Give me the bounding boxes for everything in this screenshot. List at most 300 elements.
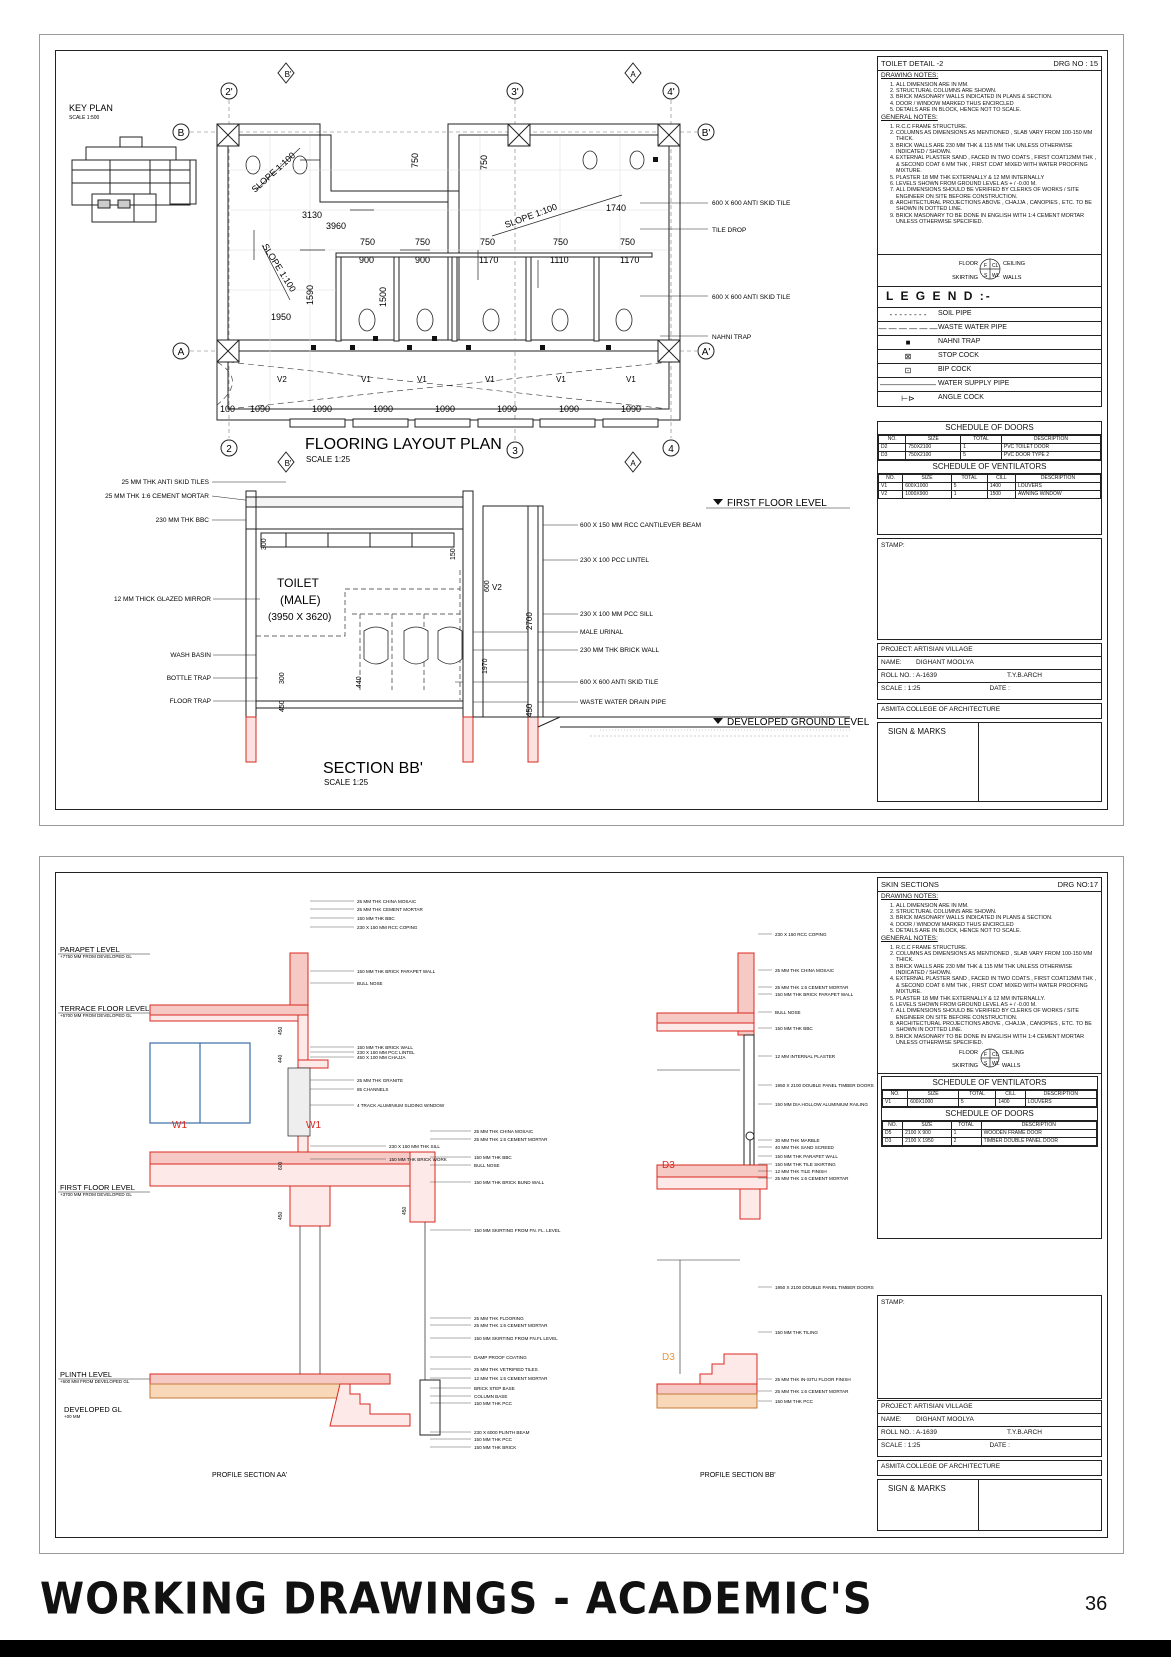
callout-label: 150 MM THK BBC <box>474 1155 512 1160</box>
svg-text:A: A <box>630 70 636 79</box>
callout-label: BULL NOSE <box>357 981 383 986</box>
callout-label: 230 X 150 RCC COPING <box>775 932 827 937</box>
callout-label: 150 MM SKIRTING FROM FN.FL LEVEL <box>474 1336 558 1341</box>
svg-text:B': B' <box>284 70 292 79</box>
dim-text: 3130 <box>302 210 323 220</box>
svg-text:SKIRTING: SKIRTING <box>952 275 978 281</box>
legend-box <box>877 286 1102 407</box>
notes-box <box>877 877 1102 1074</box>
dim-text: 750 <box>553 237 569 247</box>
section-text <box>261 538 534 717</box>
project-info-box <box>877 643 1102 700</box>
svg-text:CL: CL <box>992 263 999 269</box>
legend-row: — — — — — — WASTE WATER PIPE <box>878 322 1101 336</box>
class-label: T.Y.B.ARCH <box>1007 672 1042 680</box>
college-box <box>877 703 1102 719</box>
dim-text: 750 <box>360 237 376 247</box>
callout-label: 25 MM THK CHINA MOSAIC <box>474 1129 534 1134</box>
legend-row: ■ NAHNI TRAP <box>878 336 1101 350</box>
level-labels <box>60 945 149 1419</box>
svg-text:600: 600 <box>278 1161 284 1170</box>
drawing-notes-title: DRAWING NOTES: <box>881 72 939 80</box>
nahni-trap-icon: ■ <box>905 337 911 347</box>
roll-label: ROLL NO. : <box>881 1429 915 1437</box>
note: 5. PLASTER 18 MM THK EXTERNALLY & 12 MM INTERNALLY <box>896 175 1098 181</box>
finish-key-icon <box>878 1043 1101 1073</box>
callout-label: 150 MM THK TILE SKIRTING <box>775 1162 836 1167</box>
name-label: NAME: <box>881 659 902 667</box>
svg-text:A': A' <box>701 347 711 358</box>
note: 1. ALL DIMENSION ARE IN MM. <box>896 903 1098 909</box>
callout-label: 85 CHANNELS <box>357 1087 389 1092</box>
notes-box <box>877 56 1102 255</box>
svg-text:450: 450 <box>279 700 286 712</box>
slope-label: SLOPE 1:100 <box>260 241 298 294</box>
plan-callout: TILE DROP <box>712 227 747 234</box>
svg-text:300: 300 <box>279 672 286 684</box>
drawing-notes-title: DRAWING NOTES: <box>881 893 939 901</box>
svg-text:+3700 MM FROM DEVELOPED GL: +3700 MM FROM DEVELOPED GL <box>60 1192 132 1197</box>
svg-text:2: 2 <box>226 444 232 455</box>
svg-text:PARAPET LEVEL: PARAPET LEVEL <box>60 945 120 954</box>
scale-label: SCALE : 1:25 <box>881 685 921 693</box>
doors-schedule-title: SCHEDULE OF DOORS <box>878 422 1101 435</box>
callout-label: 40 MM THK SAND SCREED <box>775 1145 834 1150</box>
slope-label: SLOPE 1:100 <box>249 150 298 195</box>
svg-text:WALLS: WALLS <box>1002 1063 1021 1069</box>
note: 2. COLUMNS AS DIMENSIONS AS MENTIONED , SLAB VARY FROM 100-150 MM THICK. <box>896 130 1098 143</box>
drawing-title: TOILET DETAIL -2 <box>881 59 944 68</box>
note: 5. PLASTER 18 MM THK EXTERNALLY & 12 MM INTERNALLY. <box>896 996 1098 1002</box>
svg-text:MALE URINAL: MALE URINAL <box>580 629 624 636</box>
svg-text:F: F <box>984 263 988 269</box>
profile-bb-title: PROFILE SECTION BB' <box>700 1472 776 1479</box>
dim-text: 1090 <box>373 404 394 414</box>
dim-text: 900 <box>359 255 375 265</box>
title-block-sheet2 <box>877 877 1102 1533</box>
dim-text: 1170 <box>620 255 640 265</box>
callout-label: 25 MM THK 1:6 CEMENT MORTAR <box>474 1323 548 1328</box>
callout-label: 150 MM THK PCC <box>474 1401 512 1406</box>
vents-schedule-table: NO. SIZE TOTAL CILL DESCRIPTION V1 600X1000 5 1400 LOUVERS <box>882 1090 1097 1107</box>
svg-text:230 X 100 PCC LINTEL: 230 X 100 PCC LINTEL <box>580 557 650 564</box>
soil-pipe-symbol: - - - - - - - - <box>889 309 927 319</box>
svg-text:V1: V1 <box>556 375 566 384</box>
profile-bb-structure <box>657 953 767 1408</box>
svg-text:B': B' <box>701 128 711 139</box>
note: 1. ALL DIMENSION ARE IN MM. <box>896 82 1098 88</box>
project-info-box <box>877 1400 1102 1457</box>
callout-label: 150 MM THK PCC <box>474 1437 512 1442</box>
svg-text:S: S <box>984 1061 988 1067</box>
roll-number: A-1639 <box>916 1429 937 1437</box>
stamp-label: STAMP: <box>881 1299 905 1306</box>
svg-text:+00 MM: +00 MM <box>64 1414 81 1419</box>
schedules-box <box>877 1072 1102 1239</box>
legend-row: ⊠ STOP COCK <box>878 350 1101 364</box>
slope-arrows <box>254 148 622 300</box>
room-size: (3950 X 3620) <box>268 612 332 623</box>
note: 3. BRICK WALLS ARE 230 MM THK & 115 MM THK UNLESS OTHERWISE INDICATED / SHOWN. <box>896 964 1098 977</box>
dim-text: 1950 <box>271 312 292 322</box>
callout-label: 150 MM THK BRICK WALL <box>357 1045 413 1050</box>
svg-text:FLOOR: FLOOR <box>959 261 978 267</box>
callout-label: 150 MM THK BBC <box>775 1026 813 1031</box>
table-row: V1 600X1000 5 1400 LOUVERS <box>883 1099 1097 1107</box>
svg-text:W1: W1 <box>172 1120 187 1131</box>
svg-text:450: 450 <box>525 703 534 717</box>
callout-label: 25 MM THK VETRIFIED TILES <box>474 1367 538 1372</box>
drawing-number: DRG NO:17 <box>1057 880 1098 889</box>
plan-callout: 600 X 600 ANTI SKID TILE <box>712 294 791 301</box>
callout-label: 150 MM THK BRICK WORK <box>389 1157 447 1162</box>
callout-label: 25 MM THK FLOORING <box>474 1316 524 1321</box>
svg-text:1970: 1970 <box>482 658 489 674</box>
svg-text:D3: D3 <box>662 1160 675 1171</box>
callout-label: 150 MM THK BRICK <box>474 1445 517 1450</box>
callout-label: 12 MM THK 1:6 CEMENT MORTAR <box>474 1376 548 1381</box>
svg-text:B': B' <box>284 459 292 468</box>
doors-schedule-title: SCHEDULE OF DOORS <box>882 1107 1097 1121</box>
college-name: ASMITA COLLEGE OF ARCHITECTURE <box>881 706 1001 713</box>
callout-label: 1950 X 2100 DOUBLE PANEL TIMBER DOORS <box>775 1083 874 1088</box>
svg-text:+7750 MM FROM DEVELOPED GL: +7750 MM FROM DEVELOPED GL <box>60 954 132 959</box>
vents-schedule-title: SCHEDULE OF VENTILATORS <box>878 460 1101 474</box>
bib-cock-icon: ⊡ <box>904 365 912 375</box>
schedules-box <box>877 421 1102 535</box>
date-label: DATE : <box>989 1442 1010 1450</box>
title-block-sheet1 <box>877 56 1102 804</box>
stop-cock-icon: ⊠ <box>904 351 912 361</box>
note: 2. STRUCTURAL COLUMNS ARE SHOWN. <box>896 909 1098 915</box>
dim-text: 1500 <box>378 286 388 307</box>
callout-label: 25 MM THK CHINA MOSAIC <box>357 899 417 904</box>
plan-callout: 600 X 600 ANTI SKID TILE <box>712 200 791 207</box>
dim-text: 1090 <box>621 404 642 414</box>
dim-text: 100 <box>220 404 236 414</box>
level-markers <box>706 498 870 728</box>
note: 4. EXTERNAL PLASTER SAND , FACED IN TWO COATS , FIRST COAT12MM THK , & SECOND COAT 6 MM THK , FIRST COAT MIXED WITH WATER PROOFING MIXTURE. <box>896 976 1098 995</box>
note: 9. BRICK MASONARY TO BE DONE IN ENGLISH WITH 1:4 CEMENT MORTAR UNLESS OTHERWISE SPECIFIED. <box>896 213 1098 226</box>
callout-label: 230 X 150 MM THK SILL <box>389 1144 440 1149</box>
table-row: D5 2100 X 900 1 WOODEN FRAME DOOR <box>883 1130 1097 1138</box>
urinals <box>364 627 462 664</box>
table-row: D3 2100 X 1950 2 TIMBER DOUBLE PANEL DOOR <box>883 1138 1097 1146</box>
project-name: PROJECT: ARTISIAN VILLAGE <box>881 1403 973 1410</box>
callout-label: 230 X 150 MM PCC LINTEL <box>357 1050 415 1055</box>
note: 4. EXTERNAL PLASTER SAND , FACED IN TWO COATS , FIRST COAT12MM THK , & SECOND COAT 6 MM THK , FIRST COAT MIXED WITH WATER PROOFING MIXTURE. <box>896 155 1098 174</box>
note: 5. DETAILS ARE IN BLOCK, HENCE NOT TO SCALE. <box>896 107 1098 113</box>
svg-text:300: 300 <box>261 538 268 550</box>
dim-text: 1090 <box>250 404 271 414</box>
svg-text:CEILING: CEILING <box>1002 1050 1025 1056</box>
plan-callout: NAHNI TRAP <box>712 334 752 341</box>
section-scale: SCALE 1:25 <box>324 778 369 787</box>
note: 6. LEVELS SHOWN FROM GROUND LEVEL AS + / -0.00 M. <box>896 181 1098 187</box>
dim-text: 750 <box>620 237 636 247</box>
callout-label: 25 MM THK CEMENT MORTAR <box>357 907 423 912</box>
note: 2. COLUMNS AS DIMENSIONS AS MENTIONED , SLAB VARY FROM 100-150 MM THICK. <box>896 951 1098 964</box>
svg-text:V1: V1 <box>485 375 495 384</box>
dim-text: 1740 <box>606 203 627 213</box>
svg-text:BOTTLE TRAP: BOTTLE TRAP <box>166 675 211 682</box>
svg-text:600 X 600 ANTI SKID TILE: 600 X 600 ANTI SKID TILE <box>580 679 659 686</box>
svg-text:V2: V2 <box>277 375 287 384</box>
dim-text: 1090 <box>435 404 456 414</box>
note: 8. ARCHITECTURAL PROJECTIONS ABOVE , CHAJJA , CANOPIES , ETC. TO BE SHOWN IN DOTTED LINE. <box>896 200 1098 213</box>
note: 5. DETAILS ARE IN BLOCK, HENCE NOT TO SCALE. <box>896 928 1098 934</box>
plan-text <box>220 150 791 414</box>
key-plan-title: KEY PLAN <box>69 103 113 113</box>
legend-row: ⊡ BIP COCK <box>878 364 1101 378</box>
finish-key-box <box>877 253 1102 287</box>
note: 1. R.C.C FRAME STRUCTURE. <box>896 124 1098 130</box>
dim-text: 1110 <box>550 255 569 265</box>
callout-label: 230 X 150 MM RCC COPING <box>357 925 418 930</box>
callout-label: COLUMN BASE <box>474 1394 508 1399</box>
callout-label: 150 MM DIA HOLLOW ALUMINIUM RAILING <box>775 1102 868 1107</box>
callout-label: 25 MM THK 1:6 CEMENT MORTAR <box>474 1137 548 1142</box>
svg-text:450: 450 <box>278 1211 284 1220</box>
note: 9. BRICK MASONARY TO BE DONE IN ENGLISH WITH 1:4 CEMENT MORTAR UNLESS OTHERWISE SPECIFIED. <box>896 1034 1098 1047</box>
plan-title: FLOORING LAYOUT PLAN <box>305 436 502 453</box>
svg-text:D3: D3 <box>662 1352 675 1363</box>
svg-text:V1: V1 <box>626 375 636 384</box>
sign-box <box>877 722 1102 802</box>
class-label: T.Y.B.ARCH <box>1007 1429 1042 1437</box>
svg-text:WL: WL <box>992 1061 1000 1067</box>
callout-label: BULL NOSE <box>775 1010 801 1015</box>
note: 4. DOOR / WINDOW MARKED THUS ENCIRCLED <box>896 101 1098 107</box>
first-floor-level: FIRST FLOOR LEVEL <box>727 498 827 509</box>
door-swing-lines <box>217 362 669 409</box>
svg-text:FLOOR TRAP: FLOOR TRAP <box>169 698 211 705</box>
callout-label: DAMP PROOF COATING <box>474 1355 527 1360</box>
college-name: ASMITA COLLEGE OF ARCHITECTURE <box>881 1463 1001 1470</box>
doors-schedule-table: NO. SIZE TOTAL DESCRIPTION D2 750X2100 1 PVC TOILET DOOR D3 750X2100 5 PVC DOOR TYPE 2 <box>878 435 1101 460</box>
note: 4. DOOR / WINDOW MARKED THUS ENCIRCLED <box>896 922 1098 928</box>
page-number: 36 <box>1085 1593 1108 1615</box>
legend-row: - - - - - - - - SOIL PIPE <box>878 308 1101 322</box>
date-label: DATE : <box>989 685 1010 693</box>
note: 8. ARCHITECTURAL PROJECTIONS ABOVE , CHAJJA , CANOPIES , ETC. TO BE SHOWN IN DOTTED LINE. <box>896 1021 1098 1034</box>
callout-label: 25 MM THK CHINA MOSAIC <box>775 968 835 973</box>
scale-label: SCALE : 1:25 <box>881 1442 921 1450</box>
callout-label: 150 MM THK TILING <box>775 1330 818 1335</box>
svg-text:230 MM THK BRICK WALL: 230 MM THK BRICK WALL <box>580 647 660 654</box>
water-supply-symbol: ——————— <box>880 379 936 389</box>
callout-label: 150 MM THK BBC <box>357 916 395 921</box>
general-notes-title: GENERAL NOTES: <box>881 114 938 122</box>
callout-label: 230 X 6000 PLINTH BEAM <box>474 1430 530 1435</box>
note: 3. BRICK MASONARY WALLS INDICATED IN PLANS & SECTION. <box>896 94 1098 100</box>
profile-aa-structure <box>150 953 440 1435</box>
svg-text:A: A <box>630 459 636 468</box>
svg-text:V1: V1 <box>417 375 427 384</box>
key-plan-drawing <box>72 137 196 222</box>
waste-pipe-symbol: — — — — — — <box>878 323 938 333</box>
angle-cock-icon: ⊢⊳ <box>901 393 915 403</box>
room-label: (MALE) <box>280 593 321 607</box>
drawing-number: DRG NO : 15 <box>1053 59 1098 68</box>
svg-text:25 MM THK 1:6 CEMENT MORTAR: 25 MM THK 1:6 CEMENT MORTAR <box>105 493 209 500</box>
table-row: V2 1000X900 1 1500 AWNING WINDOW <box>879 491 1101 499</box>
dim-text: 1090 <box>559 404 580 414</box>
student-name: DIGHANT MOOLYA <box>916 1416 974 1424</box>
svg-text:12 MM THICK GLAZED MIRROR: 12 MM THICK GLAZED MIRROR <box>113 596 211 603</box>
callout-label: 30 MM THK MARBLE <box>775 1138 820 1143</box>
callout-label: 25 MM THK IN-SITU FLOOR FINISH <box>775 1377 851 1382</box>
callout-label: 12 MM THK TILE FINISH <box>775 1169 827 1174</box>
note: 6. LEVELS SHOWN FROM GROUND LEVEL AS + / -0.00 M. <box>896 1002 1098 1008</box>
note: 1. R.C.C FRAME STRUCTURE. <box>896 945 1098 951</box>
dim-text: 1090 <box>497 404 518 414</box>
svg-text:B: B <box>177 128 185 139</box>
svg-text:SKIRTING: SKIRTING <box>952 1063 978 1069</box>
callout-label: 150 MM SKIRTING FROM FN. FL. LEVEL <box>474 1228 561 1233</box>
profile-aa-title: PROFILE SECTION AA' <box>212 1472 288 1479</box>
table-row: D3 750X2100 5 PVC DOOR TYPE 2 <box>879 452 1101 460</box>
dim-text: 750 <box>479 154 489 170</box>
callout-label: 12 MM INTERNAL PLASTER <box>775 1054 836 1059</box>
note: 3. BRICK MASONARY WALLS INDICATED IN PLANS & SECTION. <box>896 915 1098 921</box>
vents-schedule-title: SCHEDULE OF VENTILATORS <box>882 1077 1097 1090</box>
slope-label: SLOPE 1:100 <box>503 201 559 230</box>
svg-text:+6700 MM FROM DEVELOPED GL: +6700 MM FROM DEVELOPED GL <box>60 1013 132 1018</box>
callout-label: 150 MM THK BRICK PARAPET WALL <box>357 969 436 974</box>
svg-text:WALLS: WALLS <box>1003 275 1022 281</box>
dim-text: 750 <box>415 237 431 247</box>
svg-text:25 MM THK ANTI SKID TILES: 25 MM THK ANTI SKID TILES <box>121 479 209 486</box>
room-label: TOILET <box>277 576 319 590</box>
bottom-bar <box>0 1640 1171 1657</box>
stamp-box <box>877 538 1102 640</box>
developed-ground-level: DEVELOPED GROUND LEVEL <box>727 717 870 728</box>
sign-box <box>877 1479 1102 1531</box>
svg-text:4: 4 <box>668 444 674 455</box>
callout-label: 150 MM THK PCC <box>775 1399 813 1404</box>
section-labels-left <box>105 479 211 705</box>
dim-text: 1590 <box>305 284 315 305</box>
callout-label: 150 MM THK BRICK BUND WALL <box>474 1180 545 1185</box>
callout-label: 25 MM THK 1:6 CEMENT MORTAR <box>775 1389 849 1394</box>
key-plan-scale: SCALE 1:500 <box>69 115 100 121</box>
svg-text:450: 450 <box>402 1206 408 1215</box>
door-marks <box>662 1160 675 1363</box>
plan-scale: SCALE 1:25 <box>306 455 351 464</box>
svg-text:W1: W1 <box>306 1120 321 1131</box>
svg-text:WASTE WATER DRAIN PIPE: WASTE WATER DRAIN PIPE <box>580 699 667 706</box>
svg-text:CL: CL <box>992 1052 999 1058</box>
svg-text:V2: V2 <box>492 583 502 592</box>
callout-label: 1950 X 2100 DOUBLE PANEL TIMBER DOORS <box>775 1285 874 1290</box>
callout-label: BRICK STEP BASE <box>474 1386 515 1391</box>
table-row: V1 600X1000 5 1400 LOUVERS <box>879 483 1101 491</box>
svg-text:600: 600 <box>484 580 491 592</box>
vents-schedule-table: NO. SIZE TOTAL CILL DESCRIPTION V1 600X1000 5 1400 LOUVERS V2 1000X900 1 1500 AWNING WINDOW <box>878 474 1101 499</box>
dim-text: 1090 <box>312 404 333 414</box>
svg-text:450: 450 <box>278 1026 284 1035</box>
svg-text:WL: WL <box>992 273 1000 279</box>
finish-key-icon <box>878 253 1101 286</box>
callout-label: BULL NOSE <box>474 1163 500 1168</box>
section-title: SECTION BB' <box>323 760 423 777</box>
svg-text:A: A <box>177 347 185 358</box>
svg-text:TERRACE FLOOR LEVEL: TERRACE FLOOR LEVEL <box>60 1004 150 1013</box>
svg-text:FIRST FLOOR LEVEL: FIRST FLOOR LEVEL <box>60 1183 135 1192</box>
note: 7. ALL DIMENSIONS SHOULD BE VERIFIED BY CLERKS OF WORKS / SITE ENGINEER ON SITE BEFORE CONSTRUCTION. <box>896 1008 1098 1021</box>
college-box <box>877 1460 1102 1476</box>
legend-row: ⊢⊳ ANGLE COCK <box>878 392 1101 405</box>
svg-text:FLOOR: FLOOR <box>959 1050 978 1056</box>
svg-text:3: 3 <box>512 446 518 457</box>
project-name: PROJECT: ARTISIAN VILLAGE <box>881 646 973 653</box>
grid-lines <box>190 100 697 440</box>
svg-text:600 X 150 MM RCC CANTILEVER BE: 600 X 150 MM RCC CANTILEVER BEAM <box>580 522 702 529</box>
name-label: NAME: <box>881 1416 902 1424</box>
dim-text: 750 <box>410 152 420 168</box>
svg-text:2': 2' <box>225 87 233 98</box>
svg-text:440: 440 <box>278 1054 284 1063</box>
section-labels-right <box>580 522 701 706</box>
svg-text:230 MM THK BBC: 230 MM THK BBC <box>155 517 209 524</box>
svg-text:WASH BASIN: WASH BASIN <box>170 652 211 659</box>
note: 2. STRUCTURAL COLUMNS ARE SHOWN. <box>896 88 1098 94</box>
page-title: WORKING DRAWINGS - ACADEMIC'S <box>40 1574 873 1625</box>
svg-text:150: 150 <box>450 548 457 560</box>
callout-label: 25 MM THK 1:6 CEMENT MORTAR <box>775 985 849 990</box>
svg-text:4': 4' <box>667 87 675 98</box>
student-name: DIGHANT MOOLYA <box>916 659 974 667</box>
note: 3. BRICK WALLS ARE 230 MM THK & 115 MM THK UNLESS OTHERWISE INDICATED / SHOWN. <box>896 143 1098 156</box>
svg-text:230 X 100 MM PCC SILL: 230 X 100 MM PCC SILL <box>580 611 653 618</box>
callout-label: 150 MM THK BRICK PARAPET WALL <box>775 992 854 997</box>
sign-label: SIGN & MARKS <box>888 1484 946 1493</box>
callout-leaders <box>640 203 708 336</box>
svg-text:S: S <box>984 273 988 279</box>
svg-text:+600 MM FROM DEVELOPED GL: +600 MM FROM DEVELOPED GL <box>60 1379 130 1384</box>
dim-text: 750 <box>480 237 496 247</box>
callout-label: 4 TRACK ALUMINIUM SLIDING WINDOW <box>357 1103 445 1108</box>
svg-text:3': 3' <box>511 87 519 98</box>
doors-schedule-table: NO. SIZE TOTAL DESCRIPTION D5 2100 X 900 1 WOODEN FRAME DOOR D3 2100 X 1950 2 TIMBER DOUBLE PANEL DOOR <box>882 1121 1097 1146</box>
svg-text:V1: V1 <box>361 375 371 384</box>
drawing-title: SKIN SECTIONS <box>881 880 939 889</box>
svg-text:DEVELOPED GL: DEVELOPED GL <box>64 1405 122 1414</box>
note: 7. ALL DIMENSIONS SHOULD BE VERIFIED BY CLERKS OF WORKS / SITE ENGINEER ON SITE BEFORE CONSTRUCTION. <box>896 187 1098 200</box>
callout-label: 150 MM THK PARAPET WALL <box>775 1154 838 1159</box>
svg-text:CEILING: CEILING <box>1003 261 1026 267</box>
dim-text: 1170 <box>479 255 499 265</box>
svg-text:440: 440 <box>356 676 363 688</box>
callout-label: 25 MM THK GRANITE <box>357 1078 404 1083</box>
table-row: D2 750X2100 1 PVC TOILET DOOR <box>879 444 1101 452</box>
callout-label: 450 X 100 MM CHAJJA <box>357 1055 406 1060</box>
stamp-box <box>877 1295 1102 1399</box>
svg-text:PLINTH LEVEL: PLINTH LEVEL <box>60 1370 113 1379</box>
svg-text:2700: 2700 <box>525 612 534 630</box>
dim-text: 900 <box>415 255 431 265</box>
legend-title: L E G E N D :- <box>878 286 1101 308</box>
legend-row: ——————— WATER SUPPLY PIPE <box>878 378 1101 392</box>
roll-label: ROLL NO. : <box>881 672 915 680</box>
bb-callouts <box>775 932 874 1404</box>
callout-label: 25 MM THK 1:6 CEMENT MORTAR <box>775 1176 849 1181</box>
svg-text:F: F <box>984 1052 988 1058</box>
roll-number: A-1639 <box>916 672 937 680</box>
stamp-label: STAMP: <box>881 542 905 549</box>
dim-text: 3960 <box>326 221 347 231</box>
